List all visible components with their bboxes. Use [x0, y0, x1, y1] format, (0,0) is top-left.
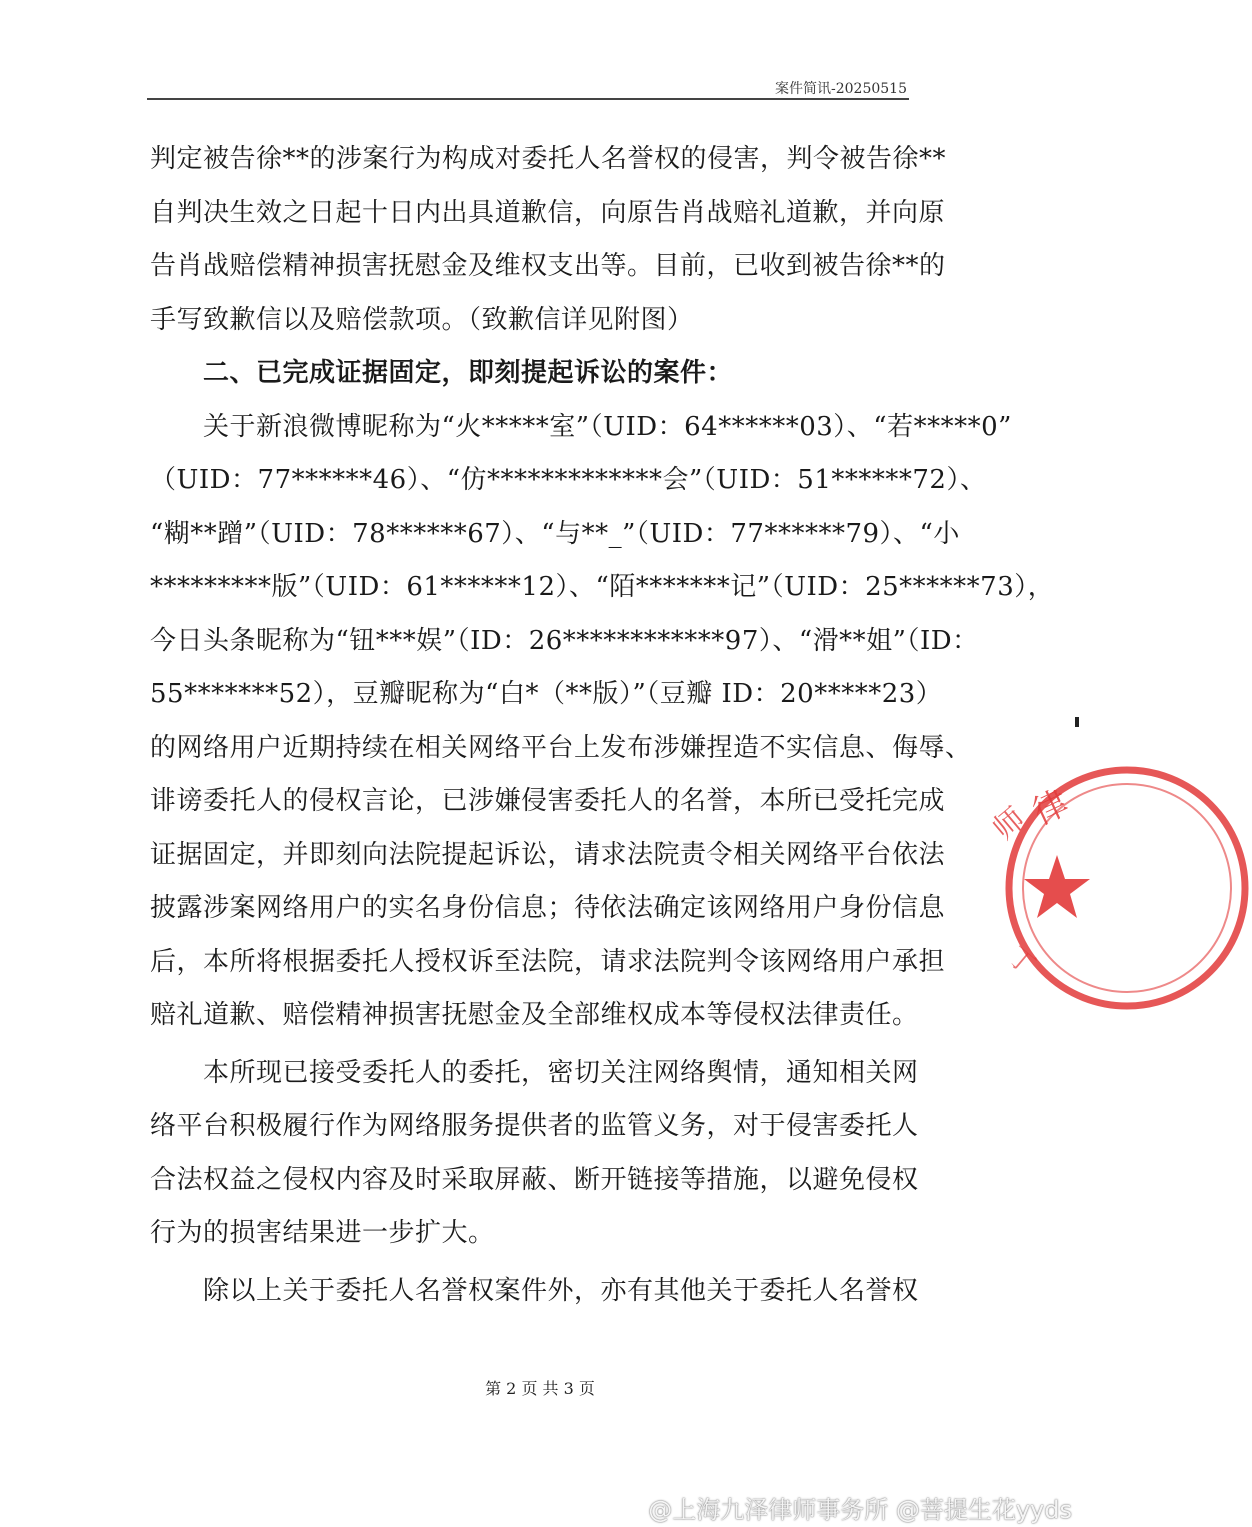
seal-stamp-icon: [986, 763, 1252, 1013]
document-body: [150, 133, 1055, 1318]
text-line: 披露涉案网络用户的实名身份信息；待依法确定该网络用户身份信息: [150, 893, 946, 923]
text-line: 合法权益之侵权内容及时采取屏蔽、断开链接等措施，以避免侵权: [150, 1164, 919, 1195]
text-line: 后，本所将根据委托人授权诉至法院，请求法院判令该网络用户承担: [150, 946, 946, 977]
page-indicator: 第 2 页 共 3 页: [485, 1379, 595, 1398]
text-line: 今日头条昵称为“钮***娱”（ID：26************97）、“滑**姐”（ID：: [150, 625, 979, 656]
text-line: 55*******52），豆瓣昵称为“白*（**版）”（豆瓣 ID：20*****23）: [150, 679, 943, 709]
text-line: “糊**蹭”（UID：78******67）、“与**_”（UID：77******79）、“小: [150, 518, 960, 549]
text-line: 的网络用户近期持续在相关网络平台上发布涉嫌捏造不实信息、侮辱、: [150, 732, 972, 763]
scan-mark: [1075, 717, 1079, 727]
text-line: 除以上关于委托人名誉权案件外，亦有其他关于委托人名誉权: [150, 1275, 919, 1306]
svg-text:丁: 丁: [1001, 941, 1041, 982]
text-line: 证据固定，并即刻向法院提起诉讼，请求法院责令相关网络平台依法: [150, 839, 946, 870]
text-line: 告肖战赔偿精神损害抚慰金及维权支出等。目前，已收到被告徐**的: [150, 251, 946, 281]
text-line: 关于新浪微博昵称为“火*****室”（UID：64******03）、“若*****0”: [150, 411, 1012, 442]
text-line: （UID：77******46）、“仿*************会”（UID：51******72）、: [150, 465, 987, 495]
paragraph-monitoring: [150, 1047, 920, 1261]
header-divider: [147, 98, 909, 100]
text-line: 手写致歉信以及赔偿款项。（致歉信详见附图）: [150, 304, 694, 335]
svg-text:师: 师: [986, 801, 1033, 848]
paragraph-other-cases: [150, 1265, 920, 1319]
text-line: 自判决生效之日起十日内出具道歉信，向原告肖战赔礼道歉，并向原: [150, 197, 946, 228]
text-line: *********版”（UID：61******12）、“陌*******记”（UID：25******73），: [150, 572, 1055, 602]
section-heading: 二、已完成证据固定，即刻提起诉讼的案件：: [150, 358, 734, 388]
text-line: 络平台积极履行作为网络服务提供者的监管义务，对于侵害委托人: [150, 1111, 919, 1141]
text-line: 行为的损害结果进一步扩大。: [150, 1218, 495, 1248]
text-line: 诽谤委托人的侵权言论，已涉嫌侵害委托人的名誉，本所已受托完成: [150, 786, 946, 816]
text-line: 本所现已接受委托人的委托，密切关注网络舆情，通知相关网: [150, 1057, 919, 1088]
paragraph-judgment: [150, 133, 947, 347]
paragraph-accounts: [150, 401, 1055, 1043]
text-line: 判定被告徐**的涉案行为构成对委托人名誉权的侵害，判令被告徐**: [150, 144, 947, 174]
svg-text:律: 律: [1026, 782, 1075, 834]
document-header: 案件简讯-20250515: [775, 81, 907, 97]
watermark-text: @上海九泽律师事务所 @菩提生花yyds: [648, 1496, 1072, 1524]
text-line: 赔礼道歉、赔偿精神损害抚慰金及全部维权成本等侵权法律责任。: [150, 1000, 919, 1030]
